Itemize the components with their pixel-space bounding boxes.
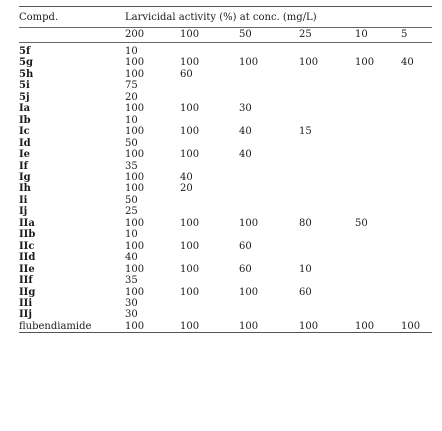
activity-value: 100 xyxy=(239,217,259,229)
activity-value xyxy=(401,264,432,275)
table-row xyxy=(19,241,432,252)
activity-value: 40 xyxy=(180,171,193,183)
activity-value: 40 xyxy=(239,149,252,161)
compound-name: If xyxy=(19,160,28,172)
activity-value xyxy=(355,183,401,194)
activity-value: 100 xyxy=(180,321,239,333)
table-row xyxy=(19,149,432,160)
activity-value xyxy=(299,80,355,91)
activity-value: 100 xyxy=(180,240,200,252)
compound-name: 5f xyxy=(19,46,31,57)
compound-name: flubendiamide xyxy=(19,321,125,333)
activity-value: 100 xyxy=(125,183,145,195)
activity-value: 100 xyxy=(355,321,401,333)
activity-value: 15 xyxy=(299,126,312,138)
activity-value xyxy=(180,80,239,91)
activity-value xyxy=(239,275,299,286)
table-row xyxy=(19,92,432,103)
activity-value xyxy=(355,92,401,103)
activity-value: 20 xyxy=(125,91,138,103)
activity-value xyxy=(239,309,299,320)
activity-value: 10 xyxy=(125,229,138,241)
activity-value xyxy=(299,92,355,103)
activity-value xyxy=(239,183,299,194)
activity-value xyxy=(299,206,355,217)
activity-value: 100 xyxy=(125,217,145,229)
larvicidal-activity-table-container xyxy=(19,6,432,333)
activity-value xyxy=(180,252,239,263)
table-row xyxy=(19,103,432,114)
activity-value xyxy=(355,229,401,240)
compound-name: Ic xyxy=(19,126,30,138)
activity-value: 100 xyxy=(239,321,299,333)
activity-value xyxy=(180,138,239,149)
activity-value xyxy=(401,218,432,229)
compound-name: 5h xyxy=(19,68,34,80)
activity-value xyxy=(401,206,432,217)
activity-value xyxy=(355,252,401,263)
activity-value xyxy=(180,195,239,206)
activity-value xyxy=(355,126,401,137)
activity-value xyxy=(401,69,432,80)
activity-value xyxy=(239,138,299,149)
activity-value: 100 xyxy=(125,286,145,298)
concentration-header-spacer xyxy=(19,28,125,43)
activity-value xyxy=(355,195,401,206)
table-row xyxy=(19,321,432,333)
activity-value xyxy=(355,275,401,286)
activity-value xyxy=(299,241,355,252)
compound-name: Ib xyxy=(19,114,31,126)
activity-value xyxy=(239,229,299,240)
activity-value xyxy=(401,80,432,91)
concentration-header: 5 xyxy=(401,28,432,43)
activity-value: 40 xyxy=(125,252,138,264)
activity-value: 75 xyxy=(125,80,138,92)
activity-value xyxy=(355,161,401,172)
table-row xyxy=(19,275,432,286)
activity-value xyxy=(299,103,355,114)
table-row xyxy=(19,229,432,240)
activity-value xyxy=(239,252,299,263)
table-row xyxy=(19,206,432,217)
activity-header: Larvicidal activity (%) at conc. (mg/L) xyxy=(125,12,317,23)
activity-value xyxy=(401,287,432,298)
table-row xyxy=(19,298,432,309)
table-header-row xyxy=(19,7,432,28)
activity-value xyxy=(299,183,355,194)
activity-value: 60 xyxy=(299,286,312,298)
table-body xyxy=(19,43,432,333)
compound-name: IIj xyxy=(19,309,32,321)
concentration-header: 10 xyxy=(355,28,401,43)
activity-value: 100 xyxy=(180,217,200,229)
activity-value xyxy=(401,92,432,103)
table-row xyxy=(19,161,432,172)
activity-value xyxy=(401,252,432,263)
activity-value: 60 xyxy=(180,68,193,80)
activity-value: 35 xyxy=(125,160,138,172)
activity-value xyxy=(299,252,355,263)
activity-value xyxy=(239,206,299,217)
activity-value: 50 xyxy=(125,194,138,206)
activity-value: 100 xyxy=(180,263,200,275)
activity-value xyxy=(180,275,239,286)
activity-value: 25 xyxy=(125,206,138,218)
compound-name: IIe xyxy=(19,263,35,275)
table-row xyxy=(19,287,432,298)
activity-value xyxy=(180,298,239,309)
activity-value: 30 xyxy=(125,309,138,321)
activity-value xyxy=(355,172,401,183)
table-row xyxy=(19,80,432,91)
compound-name: 5i xyxy=(19,80,30,92)
activity-value xyxy=(239,115,299,126)
activity-value: 50 xyxy=(355,217,368,229)
activity-value xyxy=(355,103,401,114)
table-row xyxy=(19,43,432,58)
activity-value xyxy=(239,69,299,80)
concentration-header: 200 xyxy=(125,28,180,43)
activity-value: 100 xyxy=(299,321,355,333)
compound-name: Ij xyxy=(19,206,28,218)
compound-name: IIa xyxy=(19,217,35,229)
table-row xyxy=(19,172,432,183)
activity-value: 100 xyxy=(180,286,200,298)
activity-value: 50 xyxy=(125,137,138,149)
activity-value xyxy=(355,138,401,149)
activity-value xyxy=(401,115,432,126)
concentration-header: 25 xyxy=(299,28,355,43)
compound-name: IIb xyxy=(19,229,36,241)
activity-value xyxy=(355,287,401,298)
activity-value xyxy=(355,69,401,80)
larvicidal-activity-table xyxy=(19,6,432,333)
activity-value xyxy=(299,115,355,126)
activity-value xyxy=(299,172,355,183)
activity-value xyxy=(401,149,432,160)
compound-name: Ia xyxy=(19,103,31,115)
activity-value: 100 xyxy=(239,57,259,69)
activity-value: 30 xyxy=(125,297,138,309)
compound-name: Ih xyxy=(19,183,31,195)
activity-value: 100 xyxy=(125,126,145,138)
activity-value: 100 xyxy=(239,286,259,298)
activity-value xyxy=(180,229,239,240)
compound-name: IId xyxy=(19,252,36,264)
activity-value xyxy=(401,161,432,172)
compound-name: Ii xyxy=(19,194,28,206)
activity-value xyxy=(299,229,355,240)
activity-value: 100 xyxy=(355,57,375,69)
activity-value xyxy=(299,309,355,320)
activity-value xyxy=(401,172,432,183)
activity-value xyxy=(401,183,432,194)
activity-value: 100 xyxy=(125,149,145,161)
activity-value xyxy=(355,80,401,91)
activity-value xyxy=(180,115,239,126)
activity-value xyxy=(299,69,355,80)
activity-value xyxy=(180,92,239,103)
activity-value: 100 xyxy=(180,149,200,161)
table-row xyxy=(19,264,432,275)
activity-value: 100 xyxy=(180,103,200,115)
activity-value xyxy=(180,309,239,320)
activity-value: 10 xyxy=(125,46,138,57)
table-row xyxy=(19,138,432,149)
activity-value xyxy=(355,309,401,320)
activity-value xyxy=(299,275,355,286)
activity-value xyxy=(180,43,239,58)
compound-name: IIc xyxy=(19,240,35,252)
table-row xyxy=(19,115,432,126)
activity-value: 100 xyxy=(125,263,145,275)
activity-value xyxy=(355,149,401,160)
activity-value xyxy=(239,80,299,91)
activity-value xyxy=(401,298,432,309)
activity-value xyxy=(401,195,432,206)
compound-name: 5g xyxy=(19,57,33,69)
activity-value xyxy=(401,103,432,114)
activity-value xyxy=(299,298,355,309)
activity-value xyxy=(239,92,299,103)
activity-value: 100 xyxy=(125,171,145,183)
activity-value: 20 xyxy=(180,183,193,195)
activity-value: 100 xyxy=(180,57,200,69)
activity-value xyxy=(355,241,401,252)
activity-value xyxy=(401,229,432,240)
activity-value xyxy=(355,264,401,275)
compound-name: IIf xyxy=(19,275,33,287)
compound-name: IIg xyxy=(19,286,36,298)
concentration-header: 100 xyxy=(180,28,239,43)
activity-value: 100 xyxy=(125,321,180,333)
activity-value xyxy=(299,138,355,149)
activity-value: 40 xyxy=(401,57,414,69)
activity-value xyxy=(239,43,299,58)
activity-value xyxy=(401,275,432,286)
compound-name: IIi xyxy=(19,297,33,309)
activity-value xyxy=(299,43,355,58)
activity-value xyxy=(180,206,239,217)
activity-value: 30 xyxy=(239,103,252,115)
activity-value xyxy=(299,195,355,206)
concentration-header: 50 xyxy=(239,28,299,43)
activity-value: 35 xyxy=(125,275,138,287)
table-row xyxy=(19,69,432,80)
activity-value xyxy=(299,161,355,172)
activity-value: 100 xyxy=(125,103,145,115)
activity-value xyxy=(401,309,432,320)
table-row xyxy=(19,218,432,229)
compd-header: Compd. xyxy=(19,12,59,23)
activity-value xyxy=(355,298,401,309)
compound-name: Id xyxy=(19,137,31,149)
activity-value xyxy=(355,115,401,126)
table-row xyxy=(19,252,432,263)
activity-value: 100 xyxy=(125,240,145,252)
activity-value xyxy=(180,161,239,172)
activity-value xyxy=(239,172,299,183)
activity-value xyxy=(299,149,355,160)
activity-value xyxy=(355,43,401,58)
activity-value: 100 xyxy=(401,321,432,333)
compound-name: 5j xyxy=(19,91,30,103)
compound-name: Ie xyxy=(19,149,31,161)
table-row xyxy=(19,57,432,68)
activity-value: 60 xyxy=(239,263,252,275)
activity-value: 10 xyxy=(299,263,312,275)
activity-value xyxy=(355,206,401,217)
activity-value: 100 xyxy=(125,57,145,69)
table-row xyxy=(19,309,432,320)
table-row xyxy=(19,183,432,194)
activity-value: 100 xyxy=(125,68,145,80)
activity-value: 80 xyxy=(299,217,312,229)
activity-value xyxy=(239,298,299,309)
activity-value: 100 xyxy=(299,57,319,69)
activity-value: 40 xyxy=(239,126,252,138)
compound-name: Ig xyxy=(19,171,31,183)
activity-value xyxy=(239,195,299,206)
activity-value xyxy=(401,126,432,137)
activity-value: 100 xyxy=(180,126,200,138)
table-row xyxy=(19,195,432,206)
activity-value xyxy=(239,161,299,172)
activity-value xyxy=(401,241,432,252)
activity-value xyxy=(401,43,432,58)
concentration-header-row xyxy=(19,28,432,43)
activity-value: 60 xyxy=(239,240,252,252)
table-row xyxy=(19,126,432,137)
activity-value xyxy=(401,138,432,149)
activity-value: 10 xyxy=(125,114,138,126)
